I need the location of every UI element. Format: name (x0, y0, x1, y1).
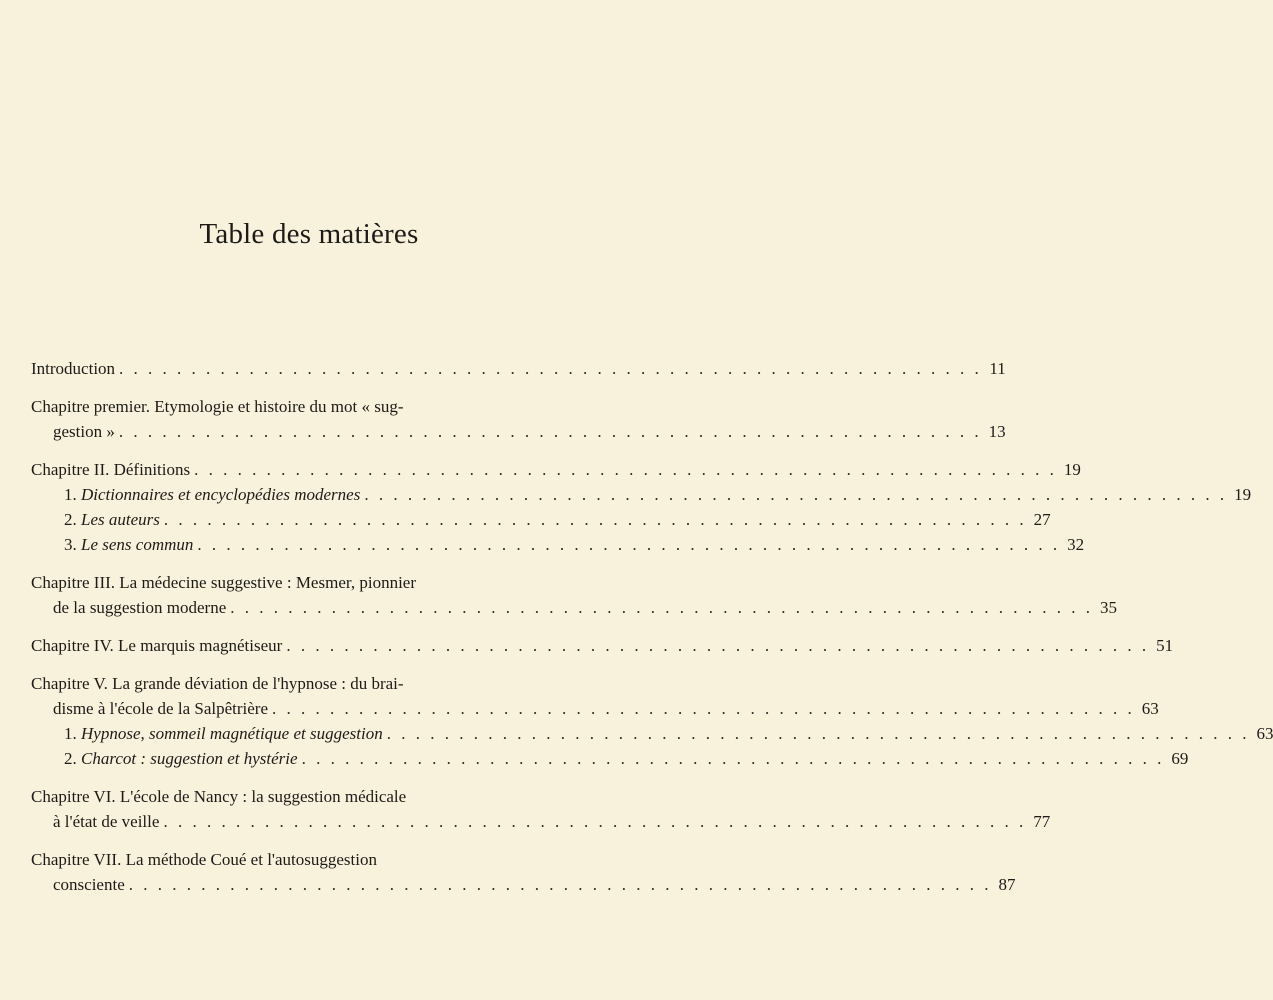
toc-entry-chapter-1 (31, 394, 1006, 444)
toc-entry-chapter-2 (31, 457, 1252, 557)
toc-page-number: 35 (1100, 598, 1118, 617)
dot-leader: . . . . . . . . . . . . . . . . . . . . . . . . . . . . . . . . . . . . . . . . . . . . . . . . . . . . . . . . . . . . (301, 749, 1165, 768)
toc-line (31, 872, 1016, 897)
toc-page-number: 13 (988, 422, 1006, 441)
toc-page-number: 32 (1067, 535, 1085, 554)
toc-entry-label: Chapitre VII. La méthode Coué et l'autosuggestion (31, 850, 377, 869)
toc-entry-label: disme à l'école de la Salpêtrière (53, 699, 268, 718)
toc-page-number: 51 (1156, 636, 1174, 655)
dot-leader: . . . . . . . . . . . . . . . . . . . . . . . . . . . . . . . . . . . . . . . . . . . . . . . . . . . . . . . . . . . . (163, 812, 1027, 831)
toc-line (31, 784, 556, 809)
toc-page-number: 11 (989, 359, 1006, 378)
toc-page-number: 77 (1033, 812, 1051, 831)
toc-line (31, 721, 1273, 746)
toc-entry-label: à l'état de veille (53, 812, 160, 831)
toc-page-number: 87 (998, 875, 1016, 894)
toc-entry-label: Chapitre IV. Le marquis magnétiseur (31, 636, 283, 655)
toc-line (31, 696, 1159, 721)
toc-entry-label: gestion » (53, 422, 115, 441)
toc-page-number: 19 (1063, 460, 1081, 479)
toc-line (31, 482, 1252, 507)
dot-leader: . . . . . . . . . . . . . . . . . . . . . . . . . . . . . . . . . . . . . . . . . . . . . . . . . . . . . . . . . . . . (197, 535, 1061, 554)
toc-entry-label: Chapitre II. Définitions (31, 460, 191, 479)
toc-entry-chapter-6 (31, 784, 1051, 834)
toc-entry-label: Chapitre VI. L'école de Nancy : la suggestion médicale (31, 787, 407, 806)
dot-leader: . . . . . . . . . . . . . . . . . . . . . . . . . . . . . . . . . . . . . . . . . . . . . . . . . . . . . . . . . . . . (386, 724, 1250, 743)
toc-entry-label: Chapitre V. La grande déviation de l'hypnose : du brai- (31, 674, 404, 693)
toc-line (31, 595, 1118, 620)
toc-page-number: 27 (1033, 510, 1051, 529)
toc-line (31, 746, 1189, 771)
page-title: Table des matières (199, 218, 419, 250)
dot-leader: . . . . . . . . . . . . . . . . . . . . . . . . . . . . . . . . . . . . . . . . . . . . . . . . . . . . . . . . . . . . (286, 636, 1150, 655)
toc-line (31, 570, 556, 595)
toc-page-number: 19 (1234, 485, 1252, 504)
dot-leader: . . . . . . . . . . . . . . . . . . . . . . . . . . . . . . . . . . . . . . . . . . . . . . . . . . . . . . . . . . . . (194, 460, 1057, 479)
toc-entry-chapter-4 (31, 633, 1174, 658)
toc-page-number: 63 (1256, 724, 1273, 743)
toc-entry-label: 2. Les auteurs (64, 510, 160, 529)
toc-line (31, 847, 556, 872)
toc-entry-label: 1. Dictionnaires et encyclopédies modernes (64, 485, 361, 504)
toc-entry-chapter-7 (31, 847, 1016, 897)
toc-line (31, 809, 1051, 834)
dot-leader: . . . . . . . . . . . . . . . . . . . . . . . . . . . . . . . . . . . . . . . . . . . . . . . . . . . . . . . . . . . . (230, 598, 1094, 617)
toc-entry-introduction (31, 356, 1006, 381)
dot-leader: . . . . . . . . . . . . . . . . . . . . . . . . . . . . . . . . . . . . . . . . . . . . . . . . . . . . . . . . . . . . (163, 510, 1027, 529)
toc-line (31, 671, 556, 696)
toc-entry-label: Chapitre III. La médecine suggestive : Mesmer, pionnier (31, 573, 416, 592)
toc-entry-label: Introduction (31, 359, 116, 378)
table-of-contents (31, 356, 1273, 910)
toc-line (31, 394, 556, 419)
toc-page-number: 69 (1171, 749, 1189, 768)
dot-leader: . . . . . . . . . . . . . . . . . . . . . . . . . . . . . . . . . . . . . . . . . . . . . . . . . . . . . . . . . . . . (272, 699, 1135, 718)
dot-leader: . . . . . . . . . . . . . . . . . . . . . . . . . . . . . . . . . . . . . . . . . . . . . . . . . . . . . . . . . . . . (119, 359, 982, 378)
toc-entry-label: 3. Le sens commun (64, 535, 194, 554)
toc-line (31, 532, 1085, 557)
dot-leader: . . . . . . . . . . . . . . . . . . . . . . . . . . . . . . . . . . . . . . . . . . . . . . . . . . . . . . . . . . . . (118, 422, 982, 441)
toc-line (31, 356, 1006, 381)
toc-line (31, 507, 1051, 532)
toc-entry-label: 2. Charcot : suggestion et hystérie (64, 749, 298, 768)
dot-leader: . . . . . . . . . . . . . . . . . . . . . . . . . . . . . . . . . . . . . . . . . . . . . . . . . . . . . . . . . . . . (364, 485, 1228, 504)
toc-entry-label: de la suggestion moderne (53, 598, 227, 617)
toc-entry-label: 1. Hypnose, sommeil magnétique et suggestion (64, 724, 383, 743)
toc-entry-chapter-5 (31, 671, 1273, 771)
toc-line (31, 457, 1081, 482)
toc-entry-chapter-3 (31, 570, 1118, 620)
toc-line (31, 633, 1174, 658)
toc-page-number: 63 (1141, 699, 1159, 718)
dot-leader: . . . . . . . . . . . . . . . . . . . . . . . . . . . . . . . . . . . . . . . . . . . . . . . . . . . . . . . . . . . . (128, 875, 992, 894)
toc-entry-label: consciente (53, 875, 125, 894)
toc-line (31, 419, 1006, 444)
toc-entry-label: Chapitre premier. Etymologie et histoire du mot « sug- (31, 397, 404, 416)
